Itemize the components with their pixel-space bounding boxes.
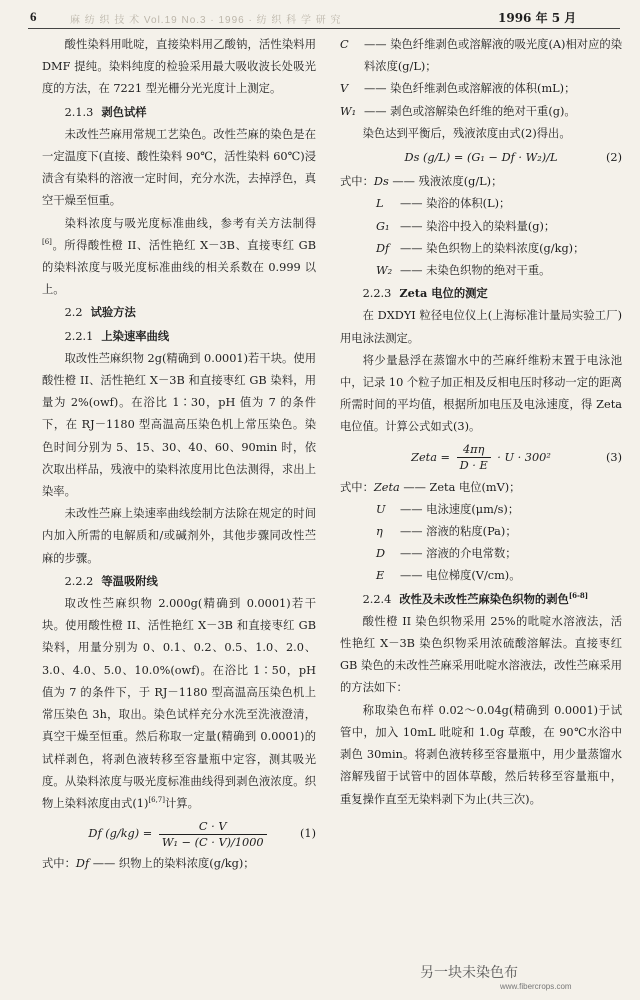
where-list-eq2 <box>340 171 622 282</box>
paragraph: 在 DXDYI 粒径电位仪上(上海标准计量局实验工厂)用电泳法测定。 <box>340 309 622 345</box>
page-number: 6 <box>30 9 37 24</box>
paragraph: 取改性苎麻织物 2.000g(精确到 0.0001)若干块。使用酸性橙 II、活性艳红 X－3B 和直接枣红 GB 染料，用量分别为 0、0.1、0.2、0.5、1.0、2.0、3.0、4.0、5.0、10.0%(owf)。在浴比 1∶50，pH 值为 7 的条件下，于 RJ－1180 型高温高压染色机上常压染色 3h，取出。染色试样充分水洗至洗液澄清，真空干燥至恒重。然后称取一定量(精确到 0.0001)的试样剥色，将剥色液转移至容量瓶中定容，测其吸光度。从染料浓度与吸光度标准曲线得到剥色液浓度。织物上染料浓度由式(1)[6,7]计算。 <box>42 597 316 810</box>
issue-date: 1996 年 5 月 <box>498 11 577 25</box>
where-item: 式中：Zeta —— Zeta 电位(mV)； <box>340 480 521 494</box>
where-item: G₁ —— 染浴中投入的染料量(g)； <box>376 219 556 233</box>
definition-c: C —— 染色纤维剥色或溶解液的吸光度(A)相对应的染料浓度(g/L)； <box>340 38 622 74</box>
equation-number: (1) <box>299 827 316 841</box>
definition-w: W₁ —— 剥色或溶解染色纤维的绝对干重(g)。 <box>340 104 576 118</box>
equation-number: (2) <box>605 151 622 165</box>
where-item: W₂ —— 未染色织物的绝对干重。 <box>376 264 551 278</box>
where-item: U —— 电泳速度(μm/s)； <box>376 502 520 516</box>
section-heading-2-1-3: 2.1.3 剥色试样 <box>64 104 147 119</box>
paragraph: 将少量悬浮在蒸馏水中的苎麻纤维粉末置于电泳池中，记录 10 个粒子加正相及反相电压时移动一定的距离所需时间的平均值，根据所加电压及电泳速度，得 Zeta 电位值。计算公式如式(3)。 <box>340 353 622 434</box>
where-item: Df —— 染色织物上的染料浓度(g/kg)； <box>376 241 585 255</box>
journal-name-faint: 麻 纺 织 技 术 Vol.19 No.3 · 1996 · 纺 织 科 学 研 究 <box>70 15 342 26</box>
citation: [6] <box>42 238 52 247</box>
equation-number: (3) <box>605 450 622 464</box>
page-header <box>0 0 640 30</box>
where-clause: 式中：Df —— 织物上的染料浓度(g/kg)； <box>42 857 255 871</box>
equation-1: Df (g/kg) = $\frac{C \cdot V}{\text{W₁ − (C · V)/1000}}$ (1) <box>42 817 316 851</box>
where-item: L —— 染浴的体积(L)； <box>376 197 511 211</box>
paragraph: 未改性苎麻上染速率曲线绘制方法除在规定的时间内加入所需的电解质和/或碱剂外，其他步骤同改性苎麻的步骤。 <box>42 507 316 565</box>
where-item: η —— 溶液的粘度(Pa)； <box>376 525 517 539</box>
overlay-caption: 另一块未染色布 <box>420 964 518 980</box>
paragraph: 染色达到平衡后，残液浓度由式(2)得出。 <box>362 126 571 140</box>
section-heading-2-2-3: 2.2.3 Zeta 电位的测定 <box>362 286 488 301</box>
section-heading-2-2-2: 2.2.2 等温吸附线 <box>64 573 158 588</box>
definition-v: V —— 染色纤维剥色或溶解液的体积(mL)； <box>340 82 576 96</box>
where-item: 式中：Ds —— 残液浓度(g/L)； <box>340 175 503 189</box>
paragraph: 染料浓度与吸光度标准曲线，参考有关方法制得[6]。所得酸性橙 II、活性艳红 X－3B、直接枣红 GB 的染料浓度与吸光度标准曲线的相关系数在 0.999 以上。 <box>42 216 316 297</box>
header-rule <box>28 28 620 29</box>
where-item: E —— 电位梯度(V/cm)。 <box>376 569 521 583</box>
paragraph: 称取染色布样 0.02～0.04g(精确到 0.0001)于试管中，加入 10mL 吡啶和 1.0g 草酸，在 90℃水浴中剥色 30min。将剥色液转移至容量瓶中，用少量蒸馏水溶解残留于试管中的固体草酸，然后转移至容量瓶中，重复操作直至无染料剥下为止(共三次)。 <box>340 703 622 806</box>
watermark-url: www.fibercrops.com <box>500 982 572 991</box>
citation: [6-8] <box>568 590 589 600</box>
equation-3: Zeta = $\frac{4\pi\eta}{D \cdot E}$ · U · 300² (3) <box>340 441 622 475</box>
where-list-eq3 <box>340 477 622 588</box>
paragraph: 酸性橙 II 染色织物采用 25%的吡啶水溶液法，活性艳红 X－3B 染色织物采用浓硫酸溶解法。直接枣红 GB 染色的未改性苎麻采用吡啶水溶液法，改性苎麻采用的方法如下： <box>340 614 622 695</box>
equation-2: Ds (g/L) = (G₁ − Df · W₂)/L (2) <box>340 147 622 169</box>
section-heading-2-2-1: 2.2.1 上染速率曲线 <box>64 328 170 343</box>
left-column <box>42 34 316 875</box>
paragraph: 未改性苎麻用常规工艺染色。改性苎麻的染色是在一定温度下(直接、酸性染料 90℃，活性染料 60℃)浸渍含有染料的溶液一定时间，充分水洗，去掉浮色，真空干燥至恒重。 <box>42 127 316 208</box>
section-heading-2-2-4: 2.2.4 改性及未改性苎麻染色织物的剥色[6-8] <box>362 590 589 606</box>
paragraph: 取改性苎麻织物 2g(精确到 0.0001)若干块。使用酸性橙 II、活性艳红 X－3B 和直接枣红 GB 染料，用量为 2%(owf)。在浴比 1∶30，pH 值为 7 的条件下，在 RJ－1180 型高温高压染色机上常压染色。染色时间分别为 5、15、30、40、60、90min 时，依次取出样品，残液中的染料浓度用比色法测得，求出上染率。 <box>42 351 316 499</box>
citation: [6,7] <box>148 796 165 805</box>
section-heading-2-2: 2.2 试验方法 <box>64 305 136 320</box>
right-column <box>340 34 622 811</box>
paragraph: 酸性染料用吡啶，直接染料用乙酸钠，活性染料用 DMF 提纯。染料纯度的检验采用最大吸收波长处吸光度的方法，在 7221 型光栅分光光度计上测定。 <box>42 38 316 96</box>
where-item: D —— 溶液的介电常数； <box>376 547 517 561</box>
